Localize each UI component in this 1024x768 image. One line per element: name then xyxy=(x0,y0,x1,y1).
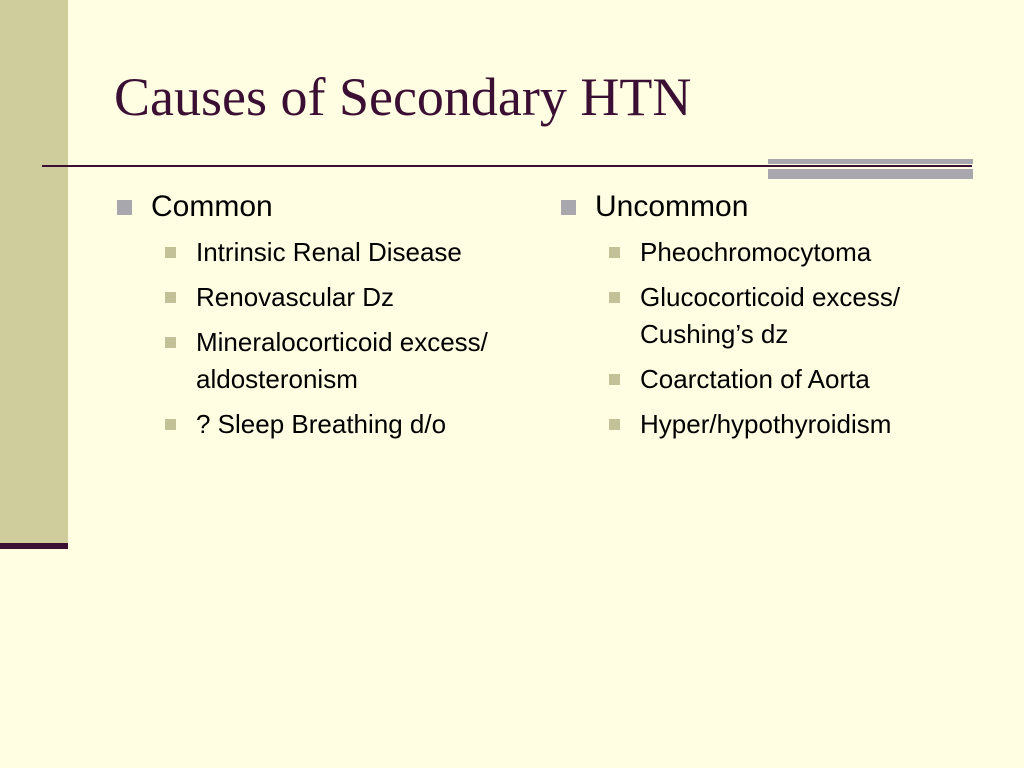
list-item xyxy=(609,361,981,398)
square-bullet-icon xyxy=(609,292,620,303)
column-heading: Uncommon xyxy=(595,190,749,223)
square-bullet-icon xyxy=(117,200,132,215)
list-item-text: Renovascular Dz xyxy=(196,282,394,312)
list-item xyxy=(609,234,981,271)
list-item xyxy=(609,406,981,443)
list-item-text: Coarctation of Aorta xyxy=(640,364,870,394)
list-item xyxy=(165,324,537,398)
square-bullet-icon xyxy=(609,419,620,430)
bullet-uncommon xyxy=(561,188,981,226)
list-item-text: Glucocorticoid excess/ Cushing’s dz xyxy=(640,282,901,349)
square-bullet-icon xyxy=(609,247,620,258)
square-bullet-icon xyxy=(609,374,620,385)
list-item xyxy=(609,279,981,353)
list-item-text: Intrinsic Renal Disease xyxy=(196,237,462,267)
list-item-text: ? Sleep Breathing d/o xyxy=(196,409,447,439)
list-item-text: Hyper/hypothyroidism xyxy=(640,409,892,439)
square-bullet-icon xyxy=(561,200,576,215)
column-uncommon xyxy=(561,188,981,451)
list-item xyxy=(165,406,537,443)
title-rule-accent-bottom xyxy=(768,169,973,179)
square-bullet-icon xyxy=(165,247,176,258)
common-causes-list xyxy=(165,234,537,443)
left-bar-accent-line xyxy=(0,543,68,549)
title-rule-accent-top xyxy=(768,159,973,164)
bullet-common xyxy=(117,188,537,226)
slide-title: Causes of Secondary HTN xyxy=(114,67,692,127)
left-decorative-bar xyxy=(0,0,68,545)
square-bullet-icon xyxy=(165,292,176,303)
list-item xyxy=(165,279,537,316)
column-heading: Common xyxy=(151,190,273,223)
list-item-text: Pheochromocytoma xyxy=(640,237,872,267)
list-item-text: Mineralocorticoid excess/ aldosteronism xyxy=(196,327,488,394)
square-bullet-icon xyxy=(165,419,176,430)
column-common xyxy=(117,188,537,451)
uncommon-causes-list xyxy=(609,234,981,443)
title-divider xyxy=(42,165,972,167)
list-item xyxy=(165,234,537,271)
square-bullet-icon xyxy=(165,337,176,348)
